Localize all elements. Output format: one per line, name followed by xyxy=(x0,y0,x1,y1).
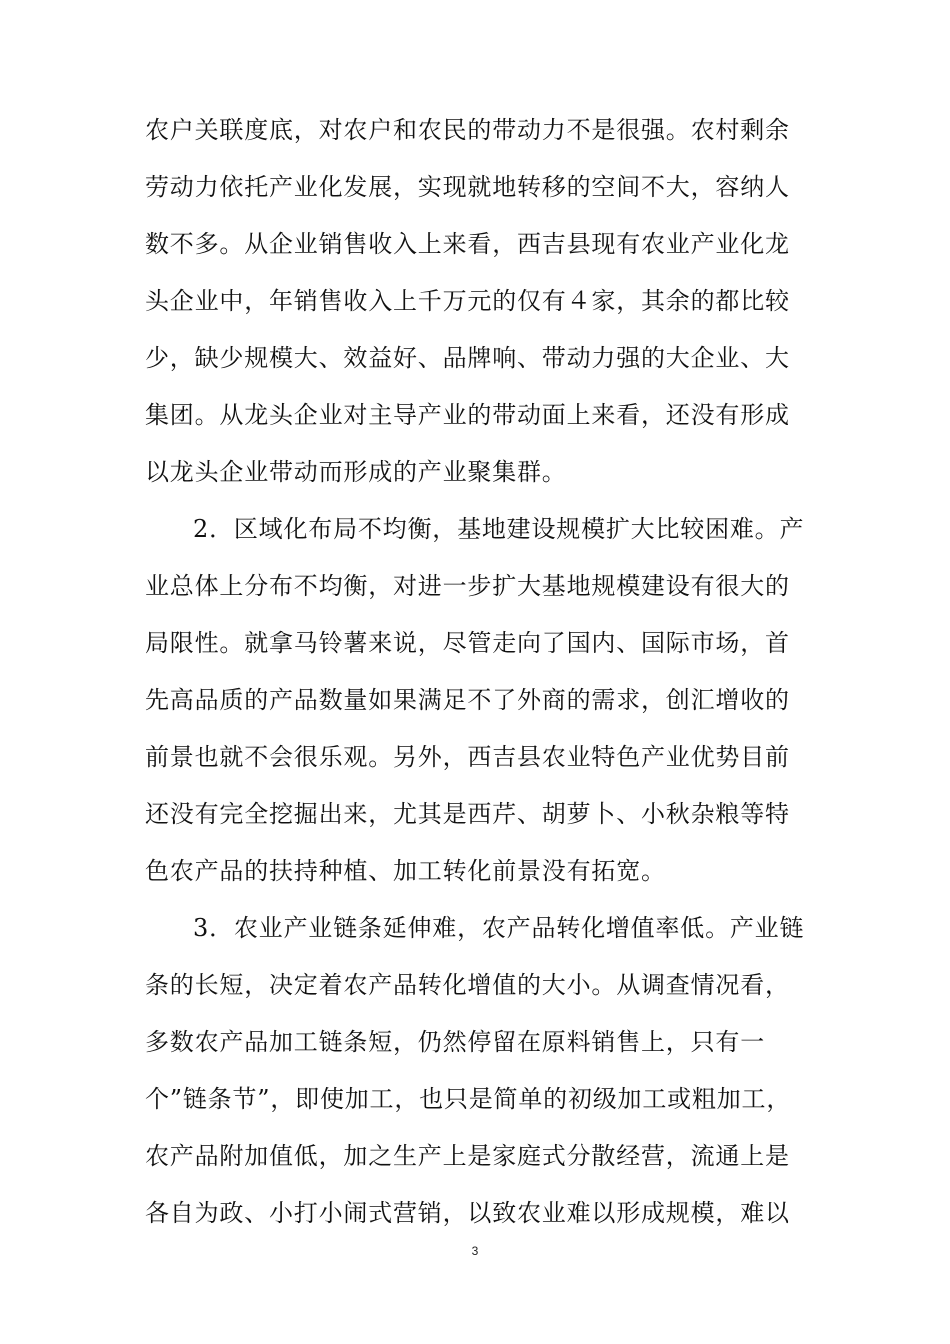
text-line: 劳动力依托产业化发展，实现就地转移的空间不大，容纳人 xyxy=(145,173,790,201)
text-line: 农产品附加值低，加之生产上是家庭式分散经营，流通上是 xyxy=(145,1142,790,1170)
text-line: 头企业中，年销售收入上千万元的仅有４家，其余的都比较 xyxy=(145,287,790,315)
text-line: 个”链条节”，即使加工，也只是简单的初级加工或粗加工， xyxy=(145,1085,792,1113)
text-line: 还没有完全挖掘出来，尤其是西芹、胡萝卜、小秋杂粮等特 xyxy=(145,800,790,828)
text-line: 以龙头企业带动而形成的产业聚集群。 xyxy=(145,458,567,486)
text-line: 农户关联度底，对农户和农民的带动力不是很强。农村剩余 xyxy=(145,116,790,144)
text-line: 条的长短，决定着农产品转化增值的大小。从调查情况看， xyxy=(145,971,790,999)
text-line: 色农产品的扶持种植、加工转化前景没有拓宽。 xyxy=(145,857,666,885)
page-number: 3 xyxy=(471,1244,479,1258)
text-line: 数不多。从企业销售收入上来看，西吉县现有农业产业化龙 xyxy=(145,230,790,258)
paragraph-2-first-line: 2．区域化布局不均衡，基地建设规模扩大比较困难。产 xyxy=(193,515,805,543)
text-line: 业总体上分布不均衡，对进一步扩大基地规模建设有很大的 xyxy=(145,572,790,600)
text-line: 局限性。就拿马铃薯来说，尽管走向了国内、国际市场，首 xyxy=(145,629,790,657)
text-line: 各自为政、小打小闹式营销，以致农业难以形成规模，难以 xyxy=(145,1199,790,1227)
text-line: 先高品质的产品数量如果满足不了外商的需求，创汇增收的 xyxy=(145,686,790,714)
text-line: 集团。从龙头企业对主导产业的带动面上来看，还没有形成 xyxy=(145,401,790,429)
paragraph-3-first-line: 3．农业产业链条延伸难，农产品转化增值率低。产业链 xyxy=(193,914,805,942)
text-line: 前景也就不会很乐观。另外，西吉县农业特色产业优势目前 xyxy=(145,743,790,771)
text-line: 多数农产品加工链条短，仍然停留在原料销售上，只有一 xyxy=(145,1028,765,1056)
text-line: 少，缺少规模大、效益好、品牌响、带动力强的大企业、大 xyxy=(145,344,790,372)
